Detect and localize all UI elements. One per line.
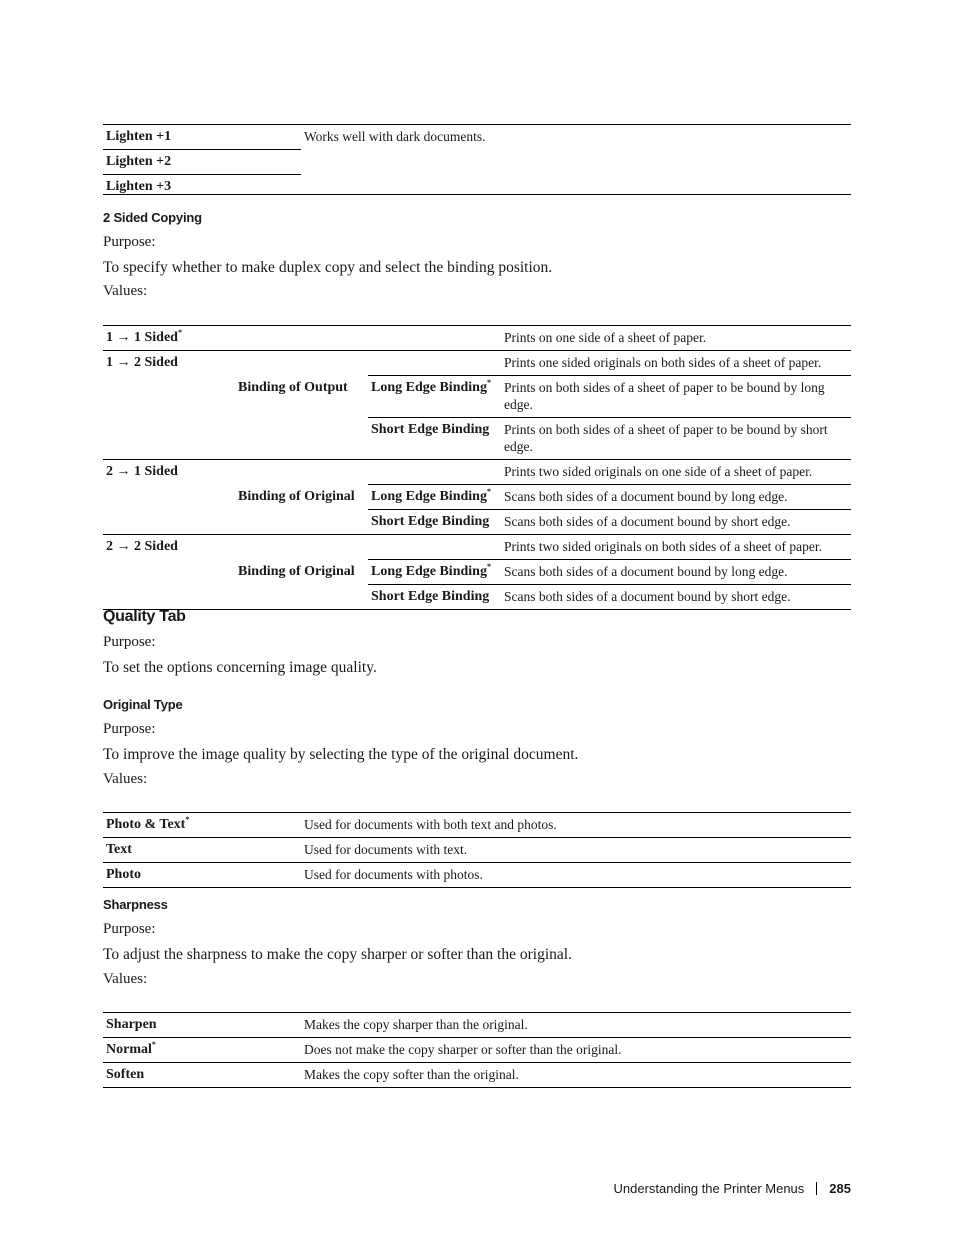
page-footer [614, 1181, 851, 1196]
binding-option-cell: Short Edge Binding [371, 589, 490, 604]
value-desc: Scans both sides of a document bound by long edge. [501, 485, 851, 510]
table-row [103, 560, 851, 585]
table-row [103, 125, 851, 150]
default-marker: * [185, 815, 190, 824]
value-name: Sharpen [106, 1017, 157, 1032]
binding-option-cell [368, 326, 501, 351]
mode-cell [103, 376, 235, 418]
binding-option-cell [368, 460, 501, 485]
value-name: Soften [106, 1067, 145, 1082]
mode-cell [103, 560, 235, 585]
section-heading: Sharpness [103, 897, 168, 912]
table-row [103, 485, 851, 510]
value-desc: Does not make the copy sharper or softer than the original. [304, 1042, 622, 1057]
value-desc: Works well with dark documents. [304, 129, 486, 144]
binding-group-cell: Binding of Original [238, 563, 355, 579]
table-row [103, 418, 851, 460]
table-row [103, 813, 851, 838]
binding-option-cell: Long Edge Binding* [368, 376, 501, 418]
mode-cell: 2 → 2 Sided [106, 539, 178, 554]
binding-group-cell [235, 510, 368, 535]
mode-cell [103, 418, 235, 460]
table-row [103, 376, 851, 418]
table-row [103, 585, 851, 610]
value-name: Normal* [106, 1040, 156, 1057]
table-row [103, 351, 851, 376]
mode-cell: 1 → 1 Sided* [106, 328, 182, 345]
value-desc: Prints two sided originals on one side of a sheet of paper. [501, 460, 851, 485]
value-name: Lighten +3 [106, 179, 172, 194]
default-marker: * [151, 1040, 156, 1049]
table-bottom-rule [103, 194, 851, 195]
binding-option-cell: Long Edge Binding* [368, 560, 501, 585]
purpose-label: Purpose: [103, 721, 156, 737]
binding-group-cell [235, 460, 368, 485]
binding-group-cell [235, 326, 368, 351]
mode-cell [103, 510, 235, 535]
value-desc: Makes the copy softer than the original. [304, 1067, 519, 1082]
mode-cell: 1 → 2 Sided [106, 355, 178, 370]
binding-option-cell [368, 351, 501, 376]
binding-group-cell [235, 418, 368, 460]
page-number: 285 [829, 1181, 851, 1196]
binding-group-cell [235, 535, 368, 560]
original-type-table [103, 812, 851, 888]
binding-option-cell [368, 535, 501, 560]
section-heading: 2 Sided Copying [103, 210, 202, 225]
value-desc: Prints two sided originals on both sides of a sheet of paper. [501, 535, 851, 560]
value-name: Lighten +2 [103, 150, 301, 175]
footer-section-title: Understanding the Printer Menus [613, 1181, 805, 1196]
footer-divider [816, 1182, 817, 1195]
default-marker: * [177, 328, 182, 337]
binding-option-cell: Short Edge Binding [371, 422, 490, 437]
default-marker: * [486, 487, 491, 496]
table-row [103, 1038, 851, 1063]
table-row [103, 326, 851, 351]
values-label: Values: [103, 771, 148, 787]
default-marker: * [486, 562, 491, 571]
value-desc: Used for documents with photos. [304, 867, 483, 882]
lighten-table [103, 124, 851, 199]
value-desc: Used for documents with both text and photos. [304, 817, 557, 832]
value-desc: Prints on both sides of a sheet of paper to be bound by long edge. [501, 376, 851, 418]
table-row [103, 1063, 851, 1088]
value-name: Photo & Text* [106, 815, 190, 832]
binding-group-cell [235, 351, 368, 376]
value-desc: Prints one sided originals on both sides of a sheet of paper. [501, 351, 851, 376]
values-label: Values: [103, 283, 148, 299]
value-desc: Scans both sides of a document bound by long edge. [501, 560, 851, 585]
binding-group-cell: Binding of Output [238, 379, 348, 395]
default-marker: * [486, 378, 491, 387]
purpose-text: To adjust the sharpness to make the copy sharper or softer than the original. [103, 946, 572, 963]
mode-cell [103, 485, 235, 510]
sharpness-table [103, 1012, 851, 1088]
value-name: Lighten +1 [103, 125, 301, 150]
purpose-text: To set the options concerning image quality. [103, 659, 377, 676]
table-row [103, 535, 851, 560]
values-label: Values: [103, 971, 148, 987]
binding-option-cell: Long Edge Binding* [368, 485, 501, 510]
value-desc: Prints on one side of a sheet of paper. [504, 330, 707, 345]
binding-group-cell [235, 585, 368, 610]
value-name: Photo [106, 867, 141, 882]
purpose-label: Purpose: [103, 234, 156, 250]
section-heading: Original Type [103, 697, 183, 712]
value-desc: Scans both sides of a document bound by short edge. [504, 589, 791, 604]
table-row [103, 863, 851, 888]
table-row [103, 1013, 851, 1038]
value-desc: Scans both sides of a document bound by short edge. [504, 514, 791, 529]
value-name: Text [106, 842, 132, 857]
purpose-label: Purpose: [103, 634, 156, 650]
purpose-label: Purpose: [103, 921, 156, 937]
table-row [103, 838, 851, 863]
binding-option-cell: Short Edge Binding [371, 514, 490, 529]
mode-cell: 2 → 1 Sided [106, 464, 178, 479]
two-sided-table [103, 325, 851, 610]
section-heading: Quality Tab [103, 608, 186, 625]
table-row [103, 510, 851, 535]
binding-group-cell: Binding of Original [238, 488, 355, 504]
purpose-text: To specify whether to make duplex copy and select the binding position. [103, 259, 553, 276]
purpose-text: To improve the image quality by selecting the type of the original document. [103, 746, 579, 763]
mode-cell [103, 585, 235, 610]
value-desc: Prints on both sides of a sheet of paper to be bound by short edge. [504, 422, 828, 454]
value-desc: Makes the copy sharper than the original. [304, 1017, 528, 1032]
table-row [103, 460, 851, 485]
value-desc: Used for documents with text. [304, 842, 468, 857]
